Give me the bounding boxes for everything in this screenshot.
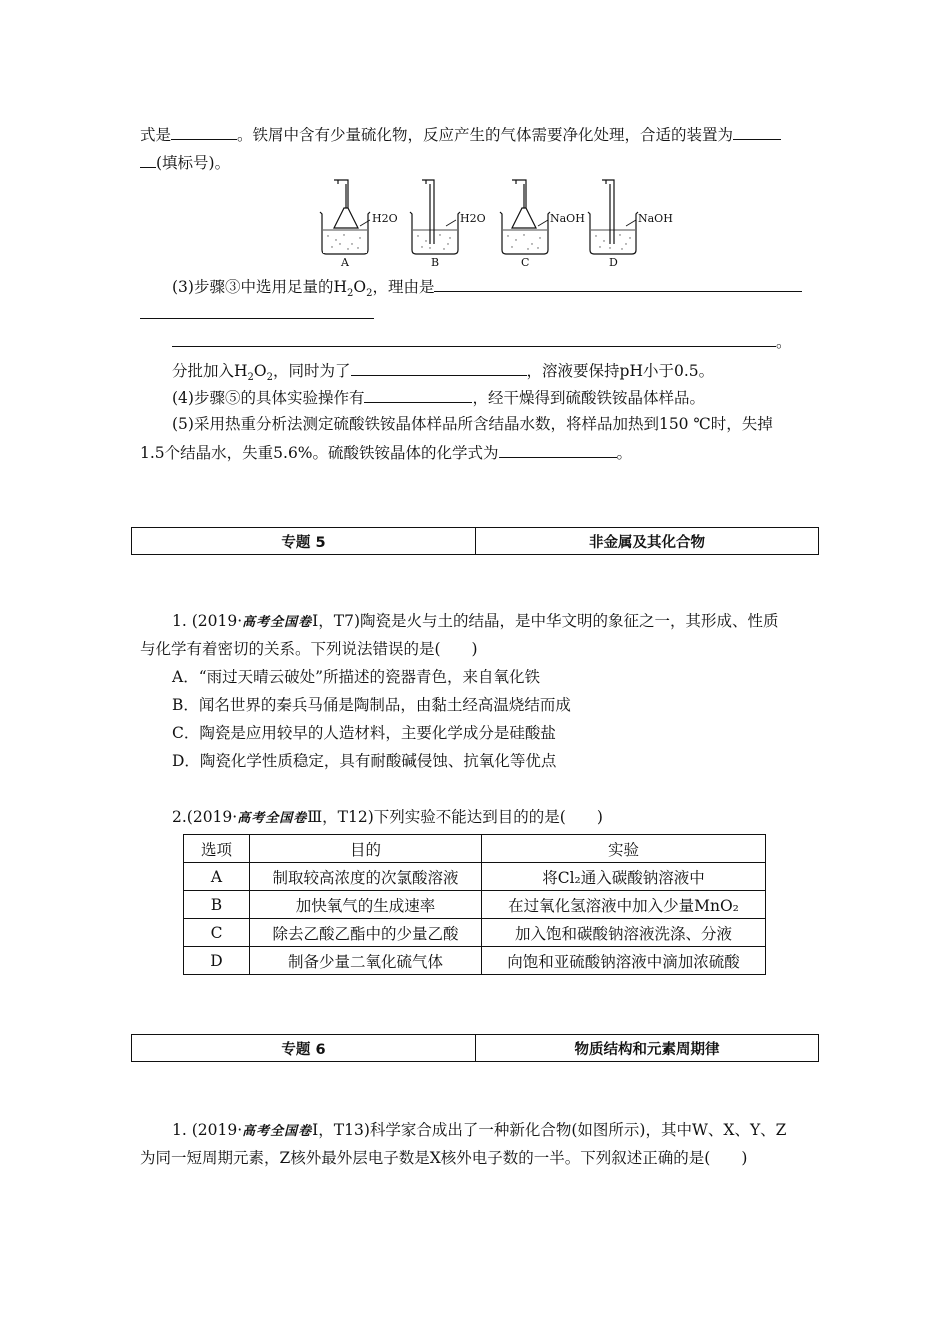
source-tag: 高考全国卷 <box>237 811 308 826</box>
liquid-label: NaOH <box>550 212 585 225</box>
text: Ⅰ，T13)科学家合成出了一种新化合物(如图所示)，其中W、X、Y、Z <box>312 1121 787 1139</box>
q4-line <box>172 387 705 408</box>
topic-title: 物质结构和元素周期律 <box>574 1041 720 1058</box>
cell: D <box>184 947 250 975</box>
source-tag: 高考全国卷 <box>242 1124 313 1139</box>
gas-purification-apparatus-figure <box>300 174 680 270</box>
liquid-label: H2O <box>372 212 398 225</box>
answer-blank <box>364 387 472 403</box>
topic-title: 非金属及其化合物 <box>589 534 705 551</box>
answer-blank <box>733 124 781 140</box>
apparatus-label: D <box>609 256 618 269</box>
q3-line-3 <box>172 331 792 352</box>
text: ，理由是 <box>372 278 435 296</box>
table-row <box>184 919 766 947</box>
q3-line-4 <box>172 360 714 388</box>
q2-line <box>172 807 603 829</box>
experiment-table <box>183 834 766 975</box>
apparatus-label: C <box>521 256 530 269</box>
table-header-row <box>184 835 766 863</box>
text: 2.(2019· <box>172 808 238 826</box>
subscript: 2 <box>346 288 354 300</box>
answer-blank <box>499 442 617 458</box>
header-cell: 目的 <box>250 835 482 863</box>
beaker-c <box>500 180 585 269</box>
cell: A <box>184 863 250 891</box>
t6-q1-line <box>172 1120 786 1142</box>
cell: 向饱和亚硫酸钠溶液中滴加浓硫酸 <box>482 947 766 975</box>
q-line-1 <box>140 124 781 145</box>
text: 1.5个结晶水，失重5.6%。硫酸铁铵晶体的化学式为 <box>140 444 499 462</box>
apparatus-label: B <box>431 256 440 269</box>
q1-option-d: D．陶瓷化学性质稳定，具有耐酸碱侵蚀、抗氧化等优点 <box>172 752 557 770</box>
q1-option-a: A．“雨过天晴云破处”所描述的瓷器青色，来自氧化铁 <box>172 668 541 686</box>
subscript: 2 <box>366 288 373 300</box>
cell: 加快氧气的生成速率 <box>250 891 482 919</box>
header-cell: 选项 <box>184 835 250 863</box>
cell: C <box>184 919 250 947</box>
text: 1. (2019· <box>172 612 243 630</box>
text: O <box>253 362 267 380</box>
text: (填标号)。 <box>156 154 231 172</box>
t6-q1-line-2: 为同一短周期元素，Z核外最外层电子数是X核外电子数的一半。下列叙述正确的是( ) <box>140 1149 748 1167</box>
text: 。 <box>776 333 792 351</box>
cell: 在过氧化氢溶液中加入少量MnO₂ <box>482 891 766 919</box>
text: 式是 <box>140 126 172 144</box>
q5-line-2 <box>140 442 632 463</box>
beaker-b <box>410 180 486 269</box>
apparatus-label: A <box>341 256 349 269</box>
topic-6-header <box>131 1034 819 1062</box>
source-tag: 高考全国卷 <box>242 615 313 630</box>
text: ，同时为了 <box>273 362 351 380</box>
table-row <box>184 891 766 919</box>
q1-option-c: C．陶瓷是应用较早的人造材料，主要化学成分是硅酸盐 <box>172 724 556 742</box>
q3-line <box>172 276 802 304</box>
text: (4)步骤⑤的具体实验操作有 <box>172 389 365 407</box>
text: Ⅰ，T7)陶瓷是火与土的结晶，是中华文明的象征之一，其形成、性质 <box>312 612 779 630</box>
text: (3)步骤③中选用足量的H <box>172 278 347 296</box>
cell: 将Cl₂通入碳酸钠溶液中 <box>482 863 766 891</box>
cell: 除去乙酸乙酯中的少量乙酸 <box>250 919 482 947</box>
answer-blank <box>172 331 776 347</box>
q3-line-2 <box>140 303 374 324</box>
q-line-2 <box>140 152 230 173</box>
q5-line: (5)采用热重分析法测定硫酸铁铵晶体样品所含结晶水数，将样品加热到150 ℃时，失掉 <box>172 415 773 433</box>
table-row <box>184 947 766 975</box>
cell: 制备少量二氧化硫气体 <box>250 947 482 975</box>
liquid-label: NaOH <box>638 212 673 225</box>
cell: B <box>184 891 250 919</box>
beaker-a <box>320 180 398 269</box>
topic-5-header <box>131 527 819 555</box>
cell: 加入饱和碳酸钠溶液洗涤、分液 <box>482 919 766 947</box>
q1-option-b: B．闻名世界的秦兵马俑是陶制品，由黏土经高温烧结而成 <box>172 696 571 714</box>
answer-blank <box>140 303 374 319</box>
text: 1. (2019· <box>172 1121 243 1139</box>
answer-blank <box>171 124 237 140</box>
beaker-d <box>588 180 673 269</box>
liquid-label: H2O <box>460 212 486 225</box>
text: 分批加入H <box>172 362 248 380</box>
table-row <box>184 863 766 891</box>
answer-blank <box>351 360 527 376</box>
text: O <box>353 278 367 296</box>
topic-number: 专题 5 <box>132 528 476 554</box>
header-cell: 实验 <box>482 835 766 863</box>
subscript: 2 <box>247 372 254 384</box>
cell: 制取较高浓度的次氯酸溶液 <box>250 863 482 891</box>
subscript: 2 <box>266 372 273 384</box>
topic-number: 专题 6 <box>132 1035 476 1061</box>
text: ，经干燥得到硫酸铁铵晶体样品。 <box>472 389 705 407</box>
q1-line-2: 与化学有着密切的关系。下列说法错误的是( ) <box>140 640 478 658</box>
text: 。铁屑中含有少量硫化物，反应产生的气体需要净化处理，合适的装置为 <box>237 126 734 144</box>
text: Ⅲ，T12)下列实验不能达到目的的是( ) <box>307 808 603 826</box>
q1-line <box>172 611 779 633</box>
answer-blank <box>434 276 802 292</box>
text: 。 <box>616 444 633 462</box>
answer-blank <box>140 152 156 168</box>
text: ，溶液要保持pH小于0.5。 <box>526 362 715 380</box>
